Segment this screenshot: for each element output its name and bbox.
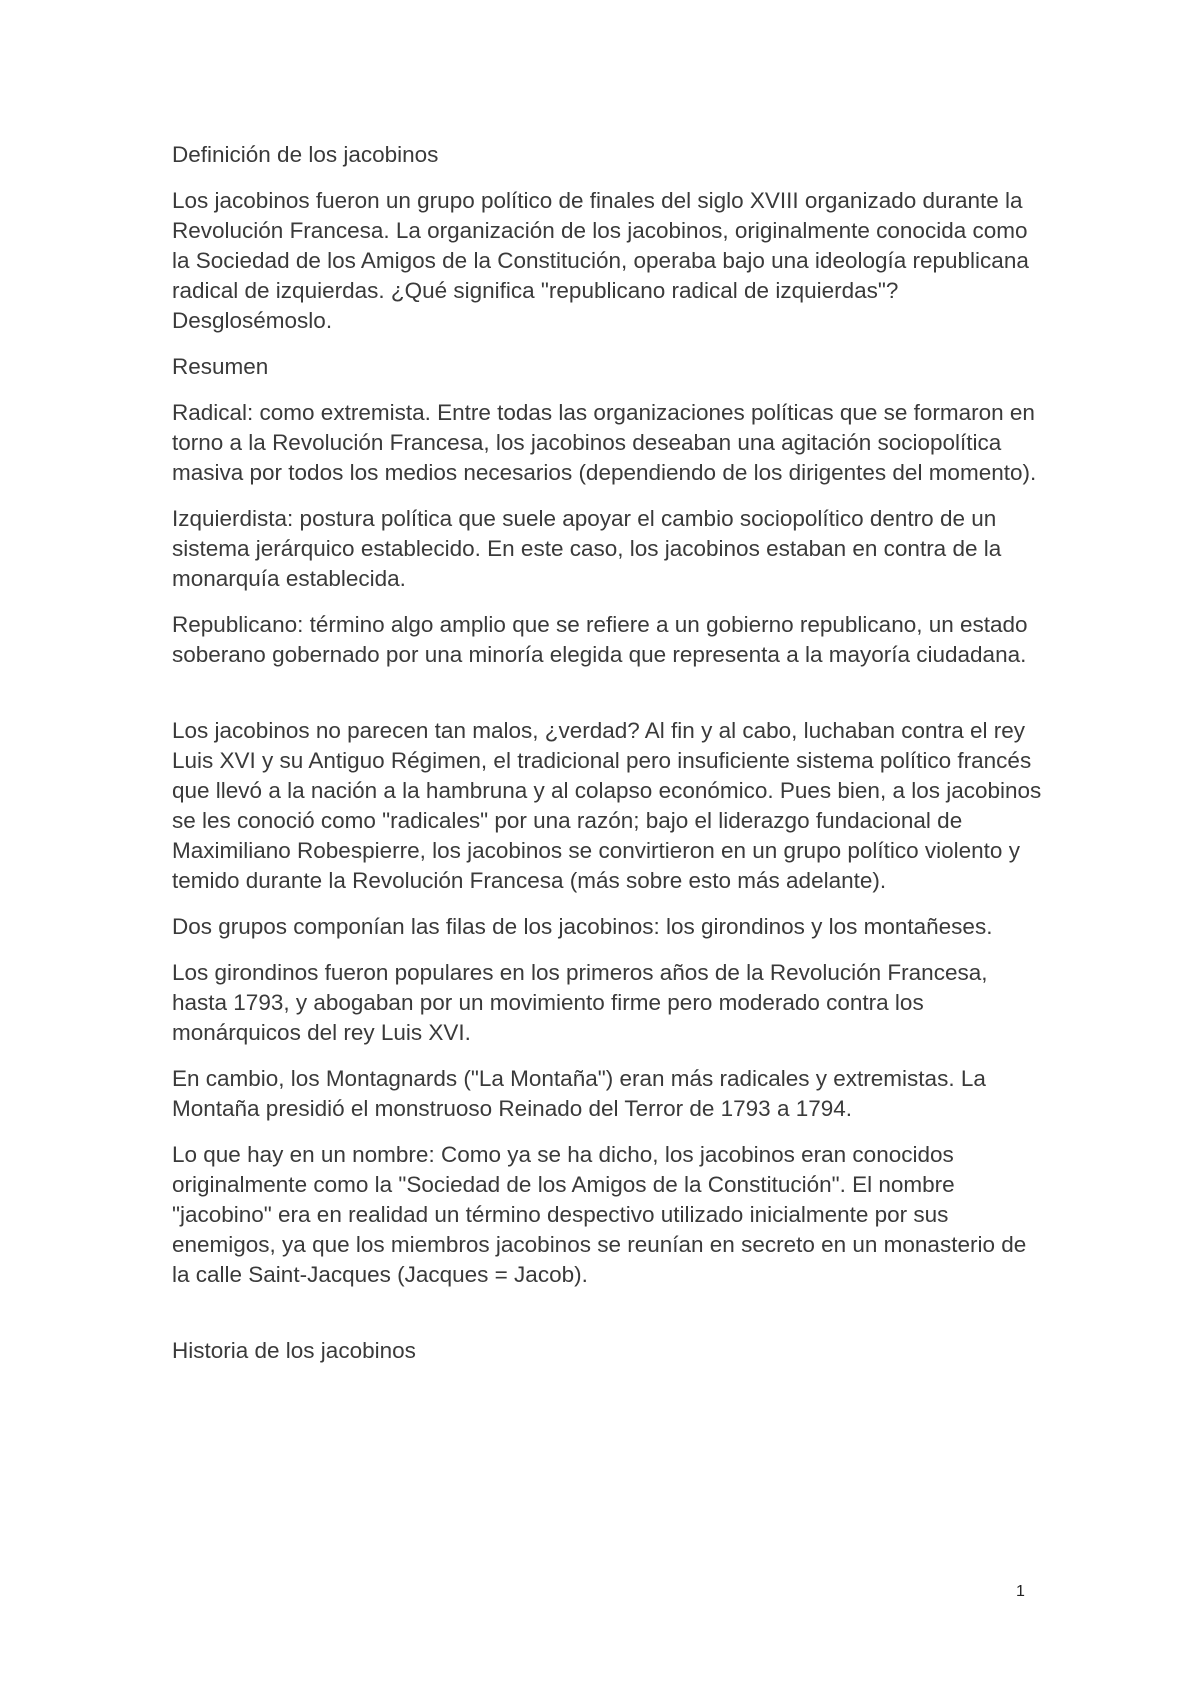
- section-heading-history: Historia de los jacobinos: [172, 1338, 416, 1363]
- paragraph-dos-grupos: Dos grupos componían las filas de los jacobinos: los girondinos y los montañeses.: [172, 914, 993, 939]
- paragraph-izquierdista: Izquierdista: postura política que suele apoyar el cambio sociopolítico dentro de un sistema jerárquico establecido. En este caso, los jacobinos estaban en contra de la monarquía establecida.: [172, 506, 1002, 591]
- paragraph-radical: Radical: como extremista. Entre todas las organizaciones políticas que se formaron en torno a la Revolución Francesa, los jacobinos deseaban una agitación sociopolítica masiva por todos los medios necesarios (dependiendo de los dirigentes del momento).: [172, 400, 1037, 485]
- page-number: 1: [1016, 1583, 1025, 1600]
- blank-line: [172, 1306, 1042, 1336]
- paragraph-nombre: Lo que hay en un nombre: Como ya se ha dicho, los jacobinos eran conocidos originalmente como la "Sociedad de los Amigos de la Constitución". El nombre "jacobino" era en realidad un término despectivo utilizado inicialmente por sus enemigos, ya que los miembros jacobinos se reunían en secreto en un monasterio de la calle Saint-Jacques (Jacques = Jacob).: [172, 1142, 1027, 1287]
- document-body: [172, 140, 1042, 1382]
- blank-line: [172, 686, 1042, 716]
- section-heading-definition: Definición de los jacobinos: [172, 142, 439, 167]
- paragraph-republicano: Republicano: término algo amplio que se refiere a un gobierno republicano, un estado soberano gobernado por una minoría elegida que representa a la mayoría ciudadana.: [172, 612, 1028, 667]
- paragraph-intro: Los jacobinos fueron un grupo político de finales del siglo XVIII organizado durante la Revolución Francesa. La organización de los jacobinos, originalmente conocida como la Sociedad de los Amigos de la Constitución, operaba bajo una ideología republicana radical de izquierdas. ¿Qué significa "republicano radical de izquierdas"? Desglosémoslo.: [172, 188, 1029, 333]
- paragraph-girondinos: Los girondinos fueron populares en los primeros años de la Revolución Francesa, hasta 1793, y abogaban por un movimiento firme pero moderado contra los monárquicos del rey Luis XVI.: [172, 960, 988, 1045]
- section-heading-summary: Resumen: [172, 354, 269, 379]
- paragraph-no-malos: Los jacobinos no parecen tan malos, ¿verdad? Al fin y al cabo, luchaban contra el rey Luis XVI y su Antiguo Régimen, el tradicional pero insuficiente sistema político francés que llevó a la nación a la hambruna y al colapso económico. Pues bien, a los jacobinos se les conoció como "radicales" por una razón; bajo el liderazgo fundacional de Maximiliano Robespierre, los jacobinos se convirtieron en un grupo político violento y temido durante la Revolución Francesa (más sobre esto más adelante).: [172, 718, 1042, 893]
- paragraph-montagnards: En cambio, los Montagnards ("La Montaña") eran más radicales y extremistas. La Montaña presidió el monstruoso Reinado del Terror de 1793 a 1794.: [172, 1066, 986, 1121]
